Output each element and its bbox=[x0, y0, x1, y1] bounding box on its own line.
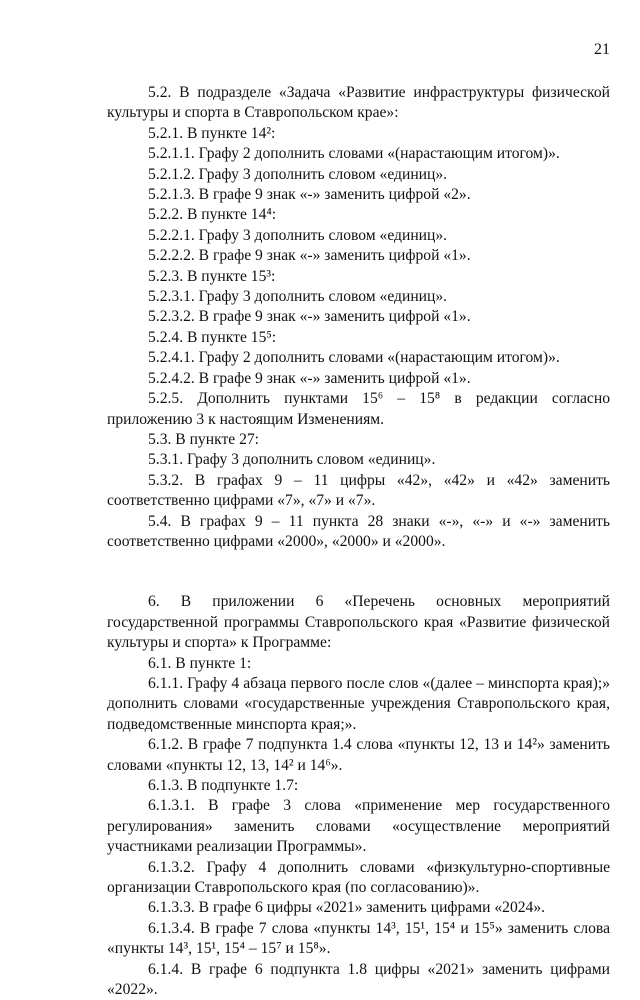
paragraph-5-2-4: 5.2.4. В пункте 15⁵: bbox=[148, 328, 277, 346]
paragraph-6-1-3-4: 6.1.3.4. В графе 7 слова «пункты 14³, 15¹, 15⁴ и 15⁵» заменить слова «пункты 14³, 15¹, 15⁴ – 15⁷ и 15⁸». bbox=[107, 919, 610, 958]
paragraph-6-1-4: 6.1.4. В графе 6 подпункта 1.8 цифры «2021» заменить цифрами «2022». bbox=[107, 960, 610, 999]
paragraph-6-1-3-1: 6.1.3.1. В графе 3 слова «применение мер государственного регулирования» заменить словами «осуществление мероприятий участниками реализации Программы». bbox=[107, 797, 610, 856]
paragraph-5-3-1: 5.3.1. Графу 3 дополнить словом «единиц». bbox=[148, 451, 436, 469]
paragraph-5-3: 5.3. В пункте 27: bbox=[148, 430, 260, 448]
paragraph-5-2-2-1: 5.2.2.1. Графу 3 дополнить словом «единиц». bbox=[148, 226, 448, 244]
paragraph-5-2: 5.2. В подразделе «Задача «Развитие инфраструктуры физической культуры и спорта в Ставропольском крае»: bbox=[107, 84, 610, 122]
paragraph-5-2-1: 5.2.1. В пункте 14²: bbox=[148, 124, 276, 142]
paragraph-6-1-3-3: 6.1.3.3. В графе 6 цифры «2021» заменить цифрами «2024». bbox=[148, 899, 546, 917]
page-number: 21 bbox=[594, 41, 610, 58]
section-gap bbox=[107, 552, 610, 592]
paragraph-5-2-2-2: 5.2.2.2. В графе 9 знак «-» заменить цифрой «1». bbox=[148, 247, 471, 265]
paragraph-5-2-3-1: 5.2.3.1. Графу 3 дополнить словом «единиц». bbox=[148, 288, 448, 306]
paragraph-5-2-3: 5.2.3. В пункте 15³: bbox=[148, 267, 276, 285]
paragraph-6: 6. В приложении 6 «Перечень основных мероприятий государственной программы Ставропольского края «Развитие физической культуры и спорта» к Программе: bbox=[107, 593, 610, 652]
paragraph-5-2-4-1: 5.2.4.1. Графу 2 дополнить словами «(нарастающим итогом)». bbox=[148, 349, 560, 367]
paragraph-5-2-1-1: 5.2.1.1. Графу 2 дополнить словами «(нарастающим итогом)». bbox=[148, 145, 560, 163]
paragraph-6-1-1: 6.1.1. Графу 4 абзаца первого после слов «(далее – минспорта края);» дополнить словами «государственные учреждения Ставропольского края, подведомственные минспорта края;». bbox=[107, 674, 610, 733]
paragraph-5-4: 5.4. В графах 9 – 11 пункта 28 знаки «-», «-» и «-» заменить соответственно цифрами «2000», «2000» и «2000». bbox=[107, 512, 610, 550]
paragraph-5-2-4-2: 5.2.4.2. В графе 9 знак «-» заменить цифрой «1». bbox=[148, 369, 471, 387]
paragraph-6-1: 6.1. В пункте 1: bbox=[148, 654, 252, 672]
paragraph-6-1-3-2: 6.1.3.2. Графу 4 дополнить словами «физкультурно-спортивные организации Ставропольского края (по согласованию)». bbox=[107, 858, 610, 897]
paragraph-5-2-5: 5.2.5. Дополнить пунктами 15⁶ – 15⁸ в редакции согласно приложению 3 к настоящим Изменениям. bbox=[107, 390, 610, 428]
paragraph-5-2-2: 5.2.2. В пункте 14⁴: bbox=[148, 206, 277, 224]
paragraph-5-2-1-3: 5.2.1.3. В графе 9 знак «-» заменить цифрой «2». bbox=[148, 186, 471, 204]
paragraph-5-3-2: 5.3.2. В графах 9 – 11 цифры «42», «42» и «42» заменить соответственно цифрами «7», «7» и «7». bbox=[107, 471, 610, 510]
paragraph-6-1-2: 6.1.2. В графе 7 подпункта 1.4 слова «пункты 12, 13 и 14²» заменить словами «пункты 12, 13, 14² и 14⁶». bbox=[107, 736, 610, 774]
paragraph-6-1-3: 6.1.3. В подпункте 1.7: bbox=[148, 777, 299, 794]
paragraph-5-2-3-2: 5.2.3.2. В графе 9 знак «-» заменить цифрой «1». bbox=[148, 308, 471, 326]
paragraph-5-2-1-2: 5.2.1.2. Графу 3 дополнить словом «единиц». bbox=[148, 165, 448, 183]
document-body bbox=[107, 83, 610, 1000]
